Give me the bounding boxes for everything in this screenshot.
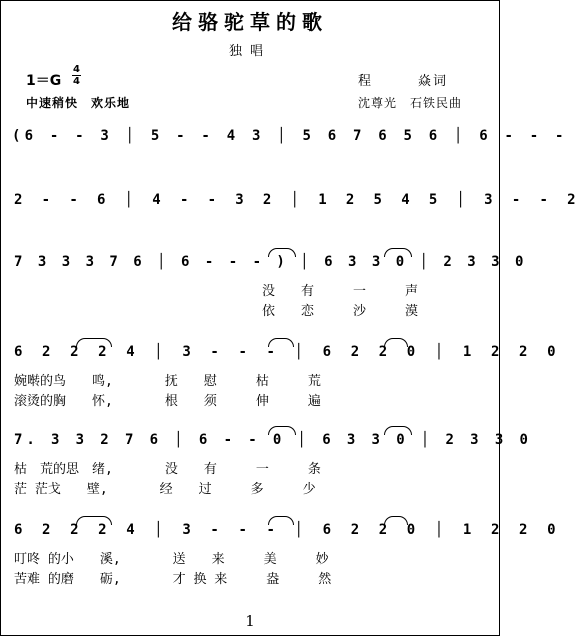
notation-line: 2 - - 6 │ 4 - - 3 2 │ 1 2 5 4 5 │ 3 - - 2 <box>14 192 581 208</box>
lyric-line: 枯 荒的思 绪, 没 有 一 条 <box>14 462 321 477</box>
tie-mark <box>76 338 112 347</box>
tie-mark <box>384 516 408 525</box>
tie-mark <box>384 426 412 435</box>
tie-mark <box>268 516 294 525</box>
page-number: 1 <box>245 612 255 630</box>
notation-line: 7 3 3 3 7 6 │ 6 - - - ) │ 6 3 3 0 │ 2 3 3 0 <box>14 254 527 270</box>
lyric-line: 依 恋 沙 漠 <box>262 304 419 319</box>
lyric-line: 叮咚 的小 溪, 送 来 美 妙 <box>14 552 329 567</box>
notation-line: (6 - - 3 │ 5 - - 4 3 │ 5 6 7 6 5 6 │ 6 - - - <box>12 128 568 144</box>
tie-mark <box>268 426 296 435</box>
notation-line: 6 2 2 2 4 │ 3 - - - │ 6 2 2 0 │ 1 2 2 0 <box>14 344 562 360</box>
tempo-marking: 中速稍快 欢乐地 <box>26 96 131 110</box>
notation-line: 6 2 2 2 4 │ 3 - - - │ 6 2 2 0 │ 1 2 2 0 <box>14 522 562 538</box>
song-title: 给骆驼草的歌 <box>172 10 328 34</box>
tie-mark <box>384 338 408 347</box>
time-signature <box>72 64 81 87</box>
tie-mark <box>268 248 296 257</box>
meter-top: 4 <box>73 64 80 75</box>
lyric-line: 婉啭的鸟 鸣, 抚 慰 枯 荒 <box>14 374 321 389</box>
tie-mark <box>268 338 294 347</box>
lyric-line: 没 有 一 声 <box>262 284 419 299</box>
lyricist-credit: 程 焱词 <box>358 74 449 89</box>
key-signature: 1＝G <box>26 73 62 89</box>
tie-mark <box>76 516 112 525</box>
lyric-line: 滚烫的胸 怀, 根 须 伸 遍 <box>14 394 321 409</box>
lyric-line: 茫 茫戈 壁, 经 过 多 少 <box>14 482 316 497</box>
tie-mark <box>384 248 412 257</box>
lyric-line: 苦难 的磨 砺, 才 换 来 盎 然 <box>14 572 332 587</box>
composer-credit: 沈尊光 石铁民曲 <box>358 96 463 110</box>
meter-bottom: 4 <box>73 76 80 87</box>
notation-line: 7. 3 3 2 7 6 │ 6 - - 0 │ 6 3 3 0 │ 2 3 3 0 <box>14 432 532 448</box>
song-subtitle: 独唱 <box>228 44 271 59</box>
